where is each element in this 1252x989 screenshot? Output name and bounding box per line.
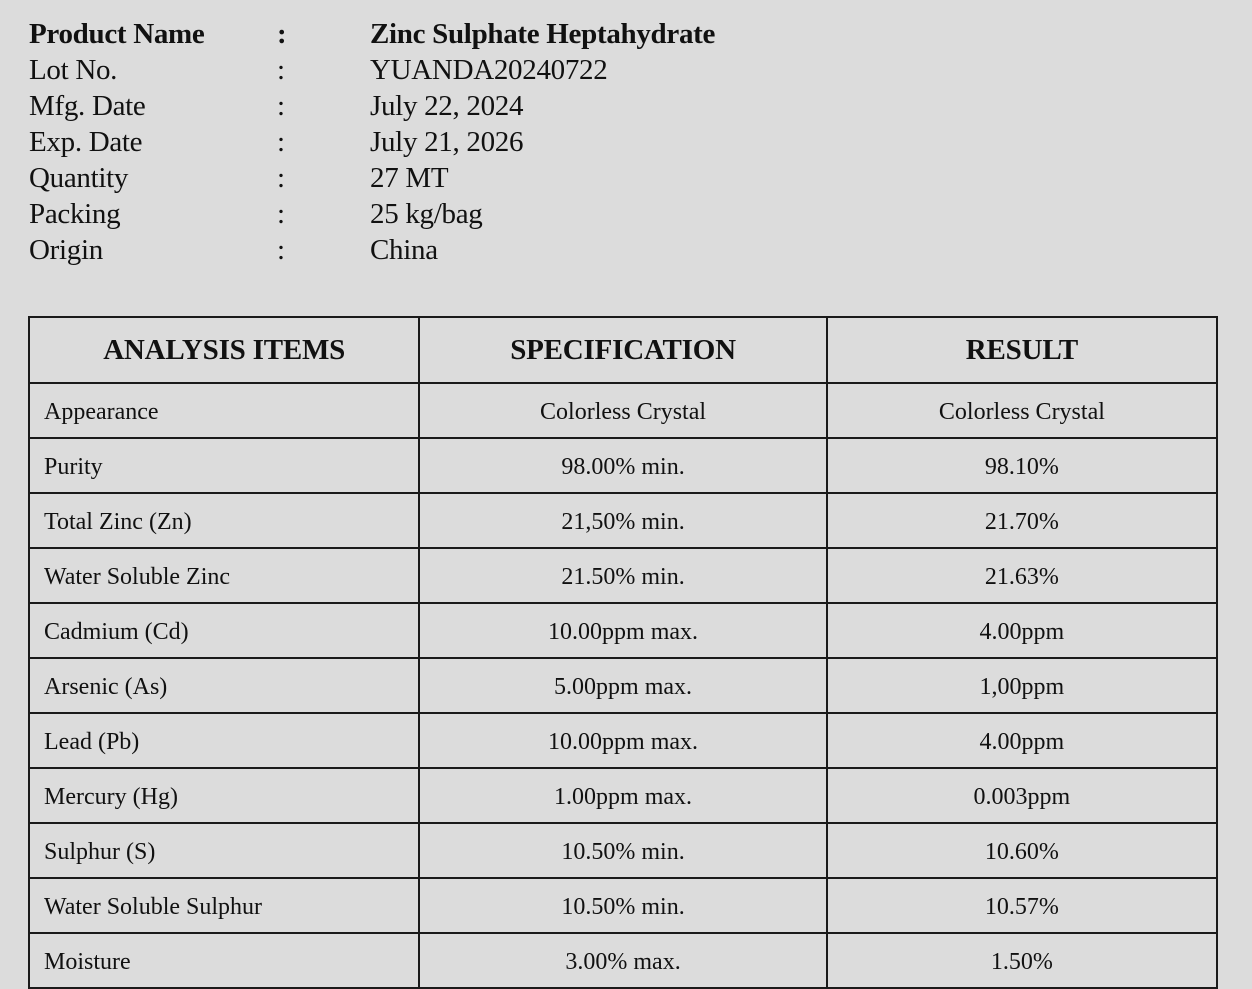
cell-result: 4.00ppm [827,603,1217,658]
info-colon: : [277,198,286,230]
table-row [29,603,1217,658]
cell-specification: 10.50% min. [419,878,826,933]
cell-result: 21.63% [827,548,1217,603]
info-label: Exp. Date [29,126,143,158]
table-row [29,713,1217,768]
cell-item: Sulphur (S) [29,823,419,878]
info-row-packing [29,196,715,232]
cell-specification: 10.50% min. [419,823,826,878]
info-label: Origin [29,234,103,266]
cell-item: Water Soluble Zinc [29,548,419,603]
info-row-lot-no [29,52,715,88]
cell-specification: 5.00ppm max. [419,658,826,713]
info-label: Packing [29,198,121,230]
cell-item: Moisture [29,933,419,988]
product-info-block [29,16,715,268]
info-colon: : [277,162,286,194]
cell-item: Cadmium (Cd) [29,603,419,658]
table-row [29,933,1217,988]
cell-result: 21.70% [827,493,1217,548]
cell-specification: 10.00ppm max. [419,603,826,658]
cell-result: 1.50% [827,933,1217,988]
table-row [29,383,1217,438]
table-row [29,823,1217,878]
info-value: 27 MT [370,162,449,194]
cell-item: Water Soluble Sulphur [29,878,419,933]
table-row [29,493,1217,548]
column-header-result: RESULT [827,317,1217,383]
cell-item: Total Zinc (Zn) [29,493,419,548]
cell-specification: 1.00ppm max. [419,768,826,823]
cell-result: 10.57% [827,878,1217,933]
table-row [29,658,1217,713]
cell-result: 10.60% [827,823,1217,878]
info-label: Mfg. Date [29,90,146,122]
info-value: Zinc Sulphate Heptahydrate [370,18,716,50]
info-colon: : [277,234,286,266]
info-label: Lot No. [29,54,118,86]
analysis-table [28,316,1218,989]
cell-item: Arsenic (As) [29,658,419,713]
info-colon: : [277,90,286,122]
cell-result: 4.00ppm [827,713,1217,768]
info-value: July 21, 2026 [370,126,524,158]
table-row [29,548,1217,603]
info-value: 25 kg/bag [370,198,483,230]
cell-result: Colorless Crystal [827,383,1217,438]
table-row [29,878,1217,933]
info-row-quantity [29,160,715,196]
info-value: China [370,234,438,266]
info-label: Product Name [29,18,205,50]
column-header-specification: SPECIFICATION [419,317,826,383]
cell-specification: 3.00% max. [419,933,826,988]
cell-item: Purity [29,438,419,493]
cell-result: 98.10% [827,438,1217,493]
info-value: YUANDA20240722 [370,54,608,86]
info-row-origin [29,232,715,268]
info-colon: : [277,18,287,50]
cell-specification: 10.00ppm max. [419,713,826,768]
info-value: July 22, 2024 [370,90,524,122]
table-row [29,768,1217,823]
info-label: Quantity [29,162,129,194]
cell-item: Mercury (Hg) [29,768,419,823]
info-row-mfg-date [29,88,715,124]
cell-item: Appearance [29,383,419,438]
table-header-row [29,317,1217,383]
cell-specification: Colorless Crystal [419,383,826,438]
info-colon: : [277,54,286,86]
info-colon: : [277,126,286,158]
column-header-analysis-items: ANALYSIS ITEMS [29,317,419,383]
info-row-exp-date [29,124,715,160]
table-row [29,438,1217,493]
cell-specification: 21.50% min. [419,548,826,603]
cell-result: 0.003ppm [827,768,1217,823]
cell-specification: 98.00% min. [419,438,826,493]
info-row-product-name [29,16,715,52]
cell-specification: 21,50% min. [419,493,826,548]
cell-item: Lead (Pb) [29,713,419,768]
cell-result: 1,00ppm [827,658,1217,713]
